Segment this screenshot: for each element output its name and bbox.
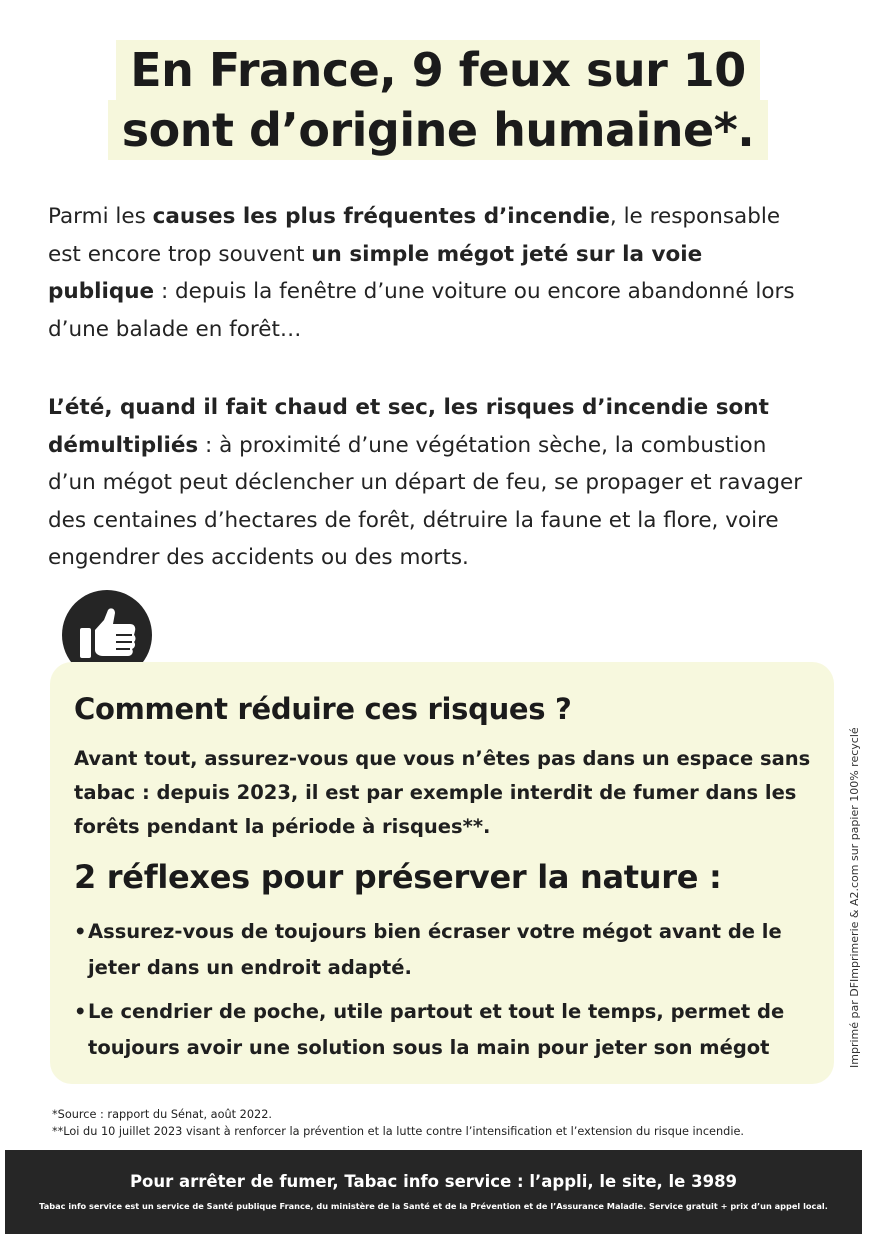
footnote-law: **Loi du 10 juillet 2023 visant à renforcer la prévention et la lutte contre l’intensification et l’extension du risque incendie. bbox=[52, 1125, 744, 1138]
tips-lead: Avant tout, assurez-vous que vous n’êtes pas dans un espace sans tabac : depuis 2023, il est par exemple interdit de fumer dans les forêts pendant la période à risques**. bbox=[74, 747, 811, 838]
list-item bbox=[74, 914, 814, 986]
title-line-2: sont d’origine humaine*. bbox=[108, 100, 769, 160]
tips-box bbox=[50, 662, 834, 1084]
list-item-text: Le cendrier de poche, utile partout et tout le temps, permet de toujours avoir une solution sous la main pour jeter son mégot bbox=[88, 1000, 785, 1059]
footer-sub: Tabac info service est un service de Santé publique France, du ministère de la Santé et de la Prévention et de l’Assurance Maladie. Service gratuit + prix d’un appel local. bbox=[39, 1201, 828, 1211]
text-run: : depuis la fenêtre d’une voiture ou encore abandonné lors d’une balade en forêt… bbox=[48, 279, 795, 342]
tips-heading: Comment réduire ces risques ? bbox=[74, 692, 572, 726]
printer-note: Imprimé par DFImprimerie & A2.com sur papier 100% recyclé bbox=[848, 727, 861, 1068]
list-item bbox=[74, 994, 814, 1066]
intro-text bbox=[48, 198, 808, 618]
intro-paragraph-2 bbox=[48, 389, 808, 577]
bullet-dot: • bbox=[74, 1000, 87, 1023]
text-run: , le responsable est encore trop souvent bbox=[48, 204, 781, 267]
footer-banner bbox=[5, 1150, 862, 1234]
footnote-source: *Source : rapport du Sénat, août 2022. bbox=[52, 1108, 273, 1121]
list-item-text: Assurez-vous de toujours bien écraser votre mégot avant de le jeter dans un endroit adapté. bbox=[88, 920, 782, 979]
reflexes-list bbox=[74, 914, 814, 1074]
text-run: Parmi les bbox=[48, 204, 153, 229]
emphasis-run: un simple mégot jeté sur la voie publique bbox=[48, 241, 703, 304]
title-line-1: En France, 9 feux sur 10 bbox=[116, 40, 760, 100]
bullet-dot: • bbox=[74, 920, 87, 943]
thumbs-up-glyph bbox=[76, 606, 138, 664]
page-title bbox=[98, 40, 778, 160]
text-run: : à proximité d’une végétation sèche, la combustion d’un mégot peut déclencher un départ de feu, se propager et ravager des centaines d’hectares de forêt, détruire la faune et la flore, voire engendrer des accidents ou des morts. bbox=[48, 432, 803, 570]
footnotes bbox=[52, 1106, 852, 1140]
footer-main: Pour arrêter de fumer, Tabac info service : l’appli, le site, le 3989 bbox=[129, 1172, 738, 1191]
intro-paragraph-1 bbox=[48, 198, 808, 348]
emphasis-run: causes les plus fréquentes d’incendie bbox=[152, 204, 610, 229]
reflexes-heading: 2 réflexes pour préserver la nature : bbox=[74, 858, 722, 896]
emphasis-run: L’été, quand il fait chaud et sec, les risques d’incendie sont démultipliés bbox=[48, 395, 769, 458]
